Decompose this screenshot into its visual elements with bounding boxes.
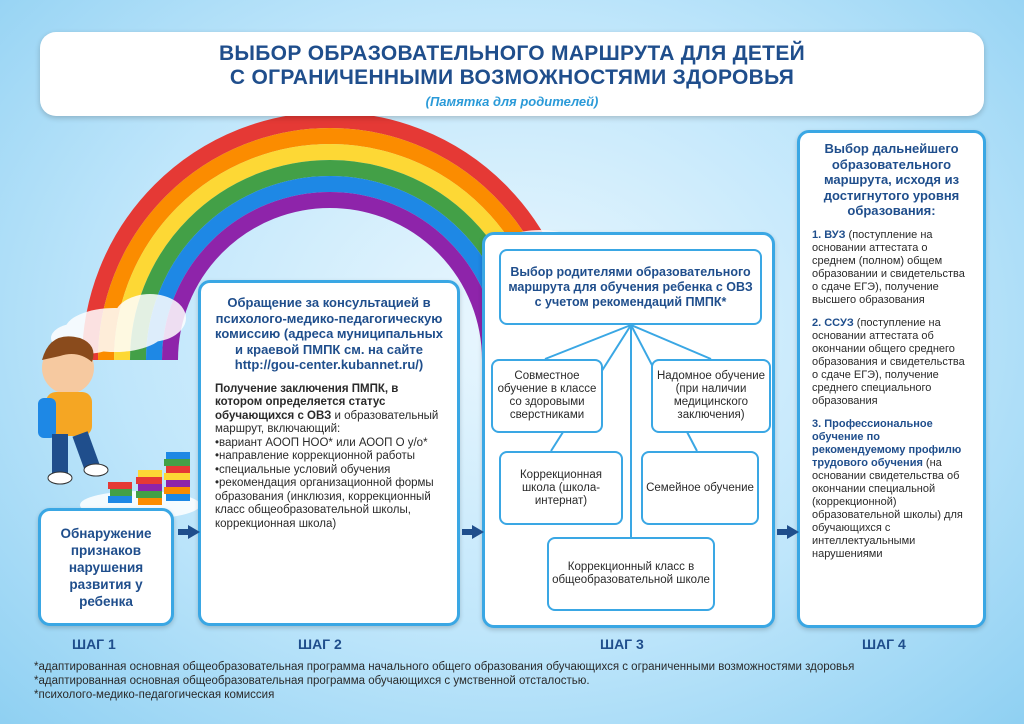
step4-p1-rest: (поступление на основании аттестата о среднем (полном) общем образовании и свидетельства о сдаче ЕГЭ), получение высшего образования [812,228,965,306]
step4-p1-bold: 1. ВУЗ [812,228,846,241]
step4-card [797,130,986,628]
step3-label: ШАГ 3 [600,636,644,652]
option-special-school: Коррекционная школа (школа-интернат) [499,451,623,525]
title-line-2: С ОГРАНИЧЕННЫМИ ВОЗМОЖНОСТЯМИ ЗДОРОВЬЯ [229,66,795,89]
step2-label: ШАГ 2 [298,636,342,652]
step2-card [198,280,460,626]
list-item: •специальные условий обучения [215,463,391,476]
step4-heading: Выбор дальнейшего образовательного маршрута, исходя из достигнутого уровня образования: [823,141,960,218]
step4-paragraph-2 [812,317,971,408]
arrow-right-icon [787,525,799,539]
step1-text: Обнаружение признаков нарушения развития у ребенка [60,525,152,609]
step4-label: ШАГ 4 [862,636,906,652]
subtitle: (Памятка для родителей) [425,94,599,109]
list-item: •направление коррекционной работы [215,450,416,462]
step4-paragraph-1 [812,229,971,307]
step3-heading: Выбор родителями образовательного маршрута для обучения ребенка с ОВЗ с учетом рекомендаций ПМПК* [499,249,762,325]
books-icon [108,452,190,505]
step4-paragraph-3 [812,418,971,561]
step1-card [38,508,174,626]
step3-card [482,232,775,628]
step2-heading: Обращение за консультацией в психолого-медико-педагогическую комиссию (адреса муниципальных и краевой ПМПК см. на сайте http://gou-center.kubannet.ru/) [215,295,443,372]
step4-p3-rest: (на основании свидетельства об окончании специальной (коррекционной) образовательной школы) для обучающихся с интеллектуальными нарушениями [812,456,963,560]
title-box [40,32,984,116]
list-item: •вариант АООП НОО* или АООП О у/о* [215,436,428,449]
step4-p3-bold: 3. Профессиональное обучение по рекомендуемому профилю трудового обучения [812,417,962,469]
option-home: Надомное обучение (при наличии медицинского заключения) [651,359,771,433]
footnote: *психолого-медико-педагогическая комиссия [34,689,275,701]
option-special-class: Коррекционный класс в общеобразовательной школе [547,537,715,611]
step1-label: ШАГ 1 [72,636,116,652]
option-family: Семейное обучение [641,451,759,525]
arrow-right-icon [472,525,484,539]
footnotes [34,660,1014,702]
step2-body-bold: Получение заключения ПМПК, в котором определяется статус обучающихся с ОВЗ [215,382,399,422]
footnote: *адаптированная основная общеобразовательная программа начального общего образования обучающихся с ограниченными возможностями здоровья [34,661,855,673]
footnote: *адаптированная основная общеобразовательная программа обучающихся с умственной отсталостью. [34,675,590,687]
option-joint: Совместное обучение в классе со здоровыми сверстниками [491,359,603,433]
list-item: •рекомендация организационной формы образования (инклюзия, коррекционный класс общеобразовательной школы, коррекционная школа) [215,477,434,530]
step2-body-rest: и образовательный маршрут, включающий: [215,409,439,435]
title-line-1: ВЫБОР ОБРАЗОВАТЕЛЬНОГО МАРШРУТА ДЛЯ ДЕТЕЙ [218,42,806,65]
step2-body [215,383,443,532]
arrow-right-icon [188,525,200,539]
step4-p2-bold: 2. ССУЗ [812,316,854,329]
step4-p2-rest: (поступление на основании аттестата об окончании общего среднего образования и свидетельства о сдаче ЕГЭ), получение среднего специального образования [812,316,965,407]
